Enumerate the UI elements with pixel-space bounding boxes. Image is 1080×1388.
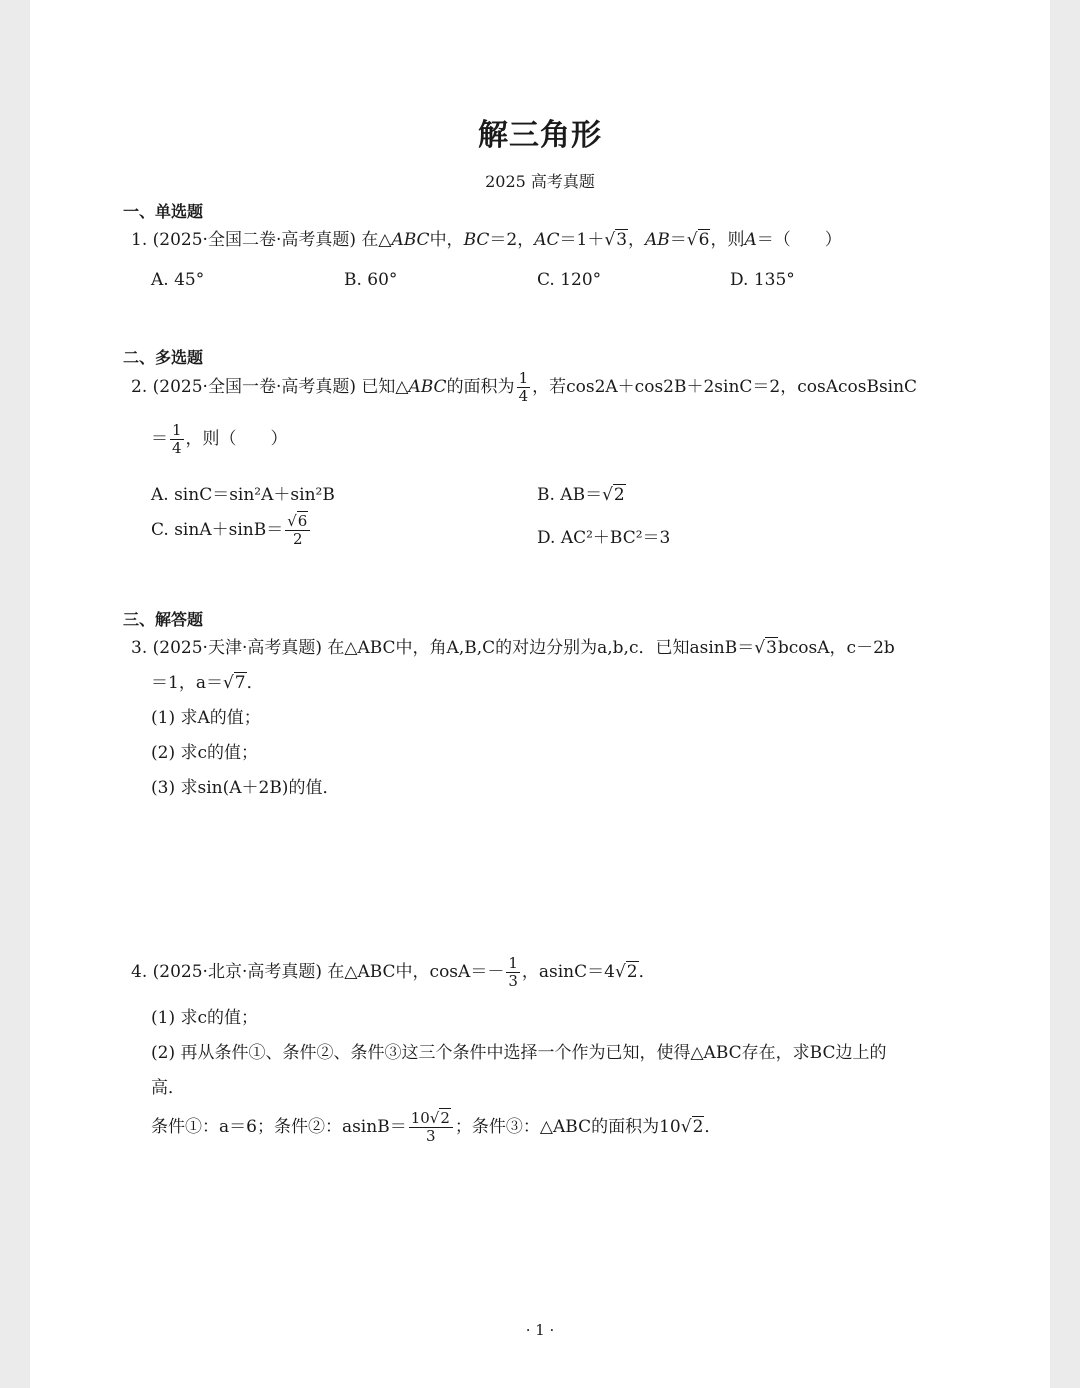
- sqrt-radicand: 7: [234, 673, 246, 693]
- sqrt-radicand: 2: [440, 1109, 450, 1127]
- question-number: 2.: [131, 377, 148, 397]
- question-number: 1.: [131, 230, 148, 250]
- question-text: ＝: [669, 230, 687, 250]
- fraction-denominator: 3: [508, 972, 518, 990]
- q1-option-d: D. 135°: [730, 270, 795, 290]
- question-text: ，则: [710, 230, 745, 250]
- q2-option-c: [151, 513, 312, 548]
- q3-subquestion-3: (3) 求sin(A＋2B)的值．: [151, 778, 340, 798]
- fraction: [409, 1110, 453, 1145]
- fraction-denominator: 4: [518, 387, 529, 405]
- q3-subquestion-2: (2) 求c的值；: [151, 743, 259, 763]
- fraction-numerator: [285, 513, 310, 531]
- fraction: [506, 955, 520, 990]
- math-var: BC: [463, 230, 490, 250]
- sqrt-expression: √2: [614, 962, 638, 982]
- q2-option-d: D. AC²＋BC²＝3: [537, 528, 671, 548]
- fraction-numerator: 1: [518, 369, 529, 387]
- sqrt-radicand: 2: [613, 485, 625, 505]
- math-var: AB: [645, 230, 670, 250]
- question-2-line-2: [151, 422, 288, 457]
- sqrt-expression: √7: [222, 673, 246, 693]
- document-page: [30, 0, 1050, 1388]
- question-source: (2025·全国一卷·高考真题): [152, 377, 356, 397]
- question-text: 的面积为: [446, 377, 515, 397]
- fraction: [170, 422, 184, 457]
- fraction-numerator: 1: [172, 421, 182, 439]
- option-text: C. sinA＋sinB＝: [151, 520, 284, 540]
- sqrt-radicand: 3: [616, 230, 628, 250]
- fraction-numerator-coef: 10: [410, 1109, 430, 1127]
- question-number: 4.: [131, 962, 148, 982]
- question-number: 3.: [131, 638, 148, 658]
- sqrt-expression: √6: [686, 230, 710, 250]
- section-heading-solution: 三、解答题: [123, 610, 204, 629]
- q3-subquestion-1: (1) 求A的值；: [151, 708, 261, 728]
- fraction: [285, 513, 310, 548]
- sqrt-radicand: 6: [297, 512, 308, 530]
- question-text: ，若cos2A＋cos2B＋2sinC＝2，cosAcosBsinC: [532, 377, 918, 397]
- q1-option-b: B. 60°: [344, 270, 398, 290]
- question-text: ＝1，a＝: [151, 673, 223, 693]
- question-source: (2025·天津·高考真题): [152, 638, 322, 658]
- question-text: ＝2，: [489, 230, 535, 250]
- math-var: ABC: [408, 377, 447, 397]
- question-3-line-2: [151, 671, 264, 695]
- question-text: ＝1＋: [559, 230, 605, 250]
- question-text: ；条件③：△ABC的面积为10: [454, 1117, 681, 1137]
- page-number: · 1 ·: [525, 1321, 555, 1339]
- question-text: 在△ABC中，角A,B,C的对边分别为a,b,c．已知asinB＝: [327, 638, 755, 658]
- sqrt-expression: √3: [754, 638, 777, 658]
- question-text: ．: [638, 962, 656, 982]
- question-text: 在△ABC中，cosA＝－: [327, 962, 505, 982]
- fraction-denominator: 3: [426, 1127, 436, 1145]
- question-2: [131, 370, 917, 405]
- sqrt-radicand: 3: [766, 638, 777, 658]
- question-3: [131, 636, 895, 660]
- sqrt-expression: √2: [680, 1117, 704, 1137]
- q2-option-b: [537, 480, 626, 505]
- answer-blank: ＝（ ）: [756, 230, 842, 250]
- section-heading-single-choice: 一、单选题: [123, 202, 204, 221]
- fraction-denominator: 2: [292, 530, 303, 548]
- question-text: ．: [246, 673, 264, 693]
- q4-subquestion-1: (1) 求c的值；: [151, 1008, 259, 1028]
- sqrt-expression: √2: [429, 1109, 450, 1127]
- q2-option-a: A. sinC＝sin²A＋sin²B: [151, 485, 335, 505]
- math-var: AC: [534, 230, 560, 250]
- question-text: bcosA，c－2b: [777, 638, 895, 658]
- question-text: 在△: [361, 230, 392, 250]
- q4-conditions: [151, 1110, 721, 1145]
- math-var: A: [744, 230, 757, 250]
- question-text: 已知△: [361, 377, 409, 397]
- sqrt-expression: √2: [602, 485, 625, 505]
- page-subtitle: 2025 高考真题: [485, 172, 595, 191]
- answer-blank: ，则（ ）: [185, 429, 288, 449]
- fraction-numerator: [409, 1110, 453, 1128]
- fraction-denominator: 4: [172, 439, 182, 457]
- question-text: ，asinC＝4: [521, 962, 615, 982]
- fraction: [517, 370, 531, 405]
- q4-subquestion-2: (2) 再从条件①、条件②、条件③这三个条件中选择一个作为已知，使得△ABC存在，求BC边上的: [151, 1043, 887, 1063]
- option-text: B. AB＝: [537, 485, 603, 505]
- sqrt-expression: √3: [604, 230, 628, 250]
- question-source: (2025·全国二卷·高考真题): [152, 230, 356, 250]
- question-text: ，: [628, 230, 646, 250]
- section-heading-multiple-choice: 二、多选题: [123, 348, 204, 367]
- sqrt-radicand: 2: [626, 962, 638, 982]
- sqrt-radicand: 2: [692, 1117, 704, 1137]
- page-title: 解三角形: [478, 118, 602, 153]
- question-4: [131, 955, 656, 990]
- question-text: 中，: [429, 230, 464, 250]
- question-1: [131, 228, 842, 252]
- question-source: (2025·北京·高考真题): [152, 962, 322, 982]
- q1-option-c: C. 120°: [537, 270, 602, 290]
- math-var: ABC: [391, 230, 430, 250]
- fraction-numerator: 1: [508, 954, 518, 972]
- question-text: ＝: [151, 429, 168, 449]
- q1-option-a: A. 45°: [151, 270, 205, 290]
- q4-subquestion-2-cont: 高．: [151, 1078, 185, 1098]
- sqrt-radicand: 6: [698, 230, 710, 250]
- question-text: ．: [704, 1117, 722, 1137]
- question-text: 条件①：a＝6；条件②：asinB＝: [151, 1117, 407, 1137]
- sqrt-expression: √6: [287, 512, 308, 530]
